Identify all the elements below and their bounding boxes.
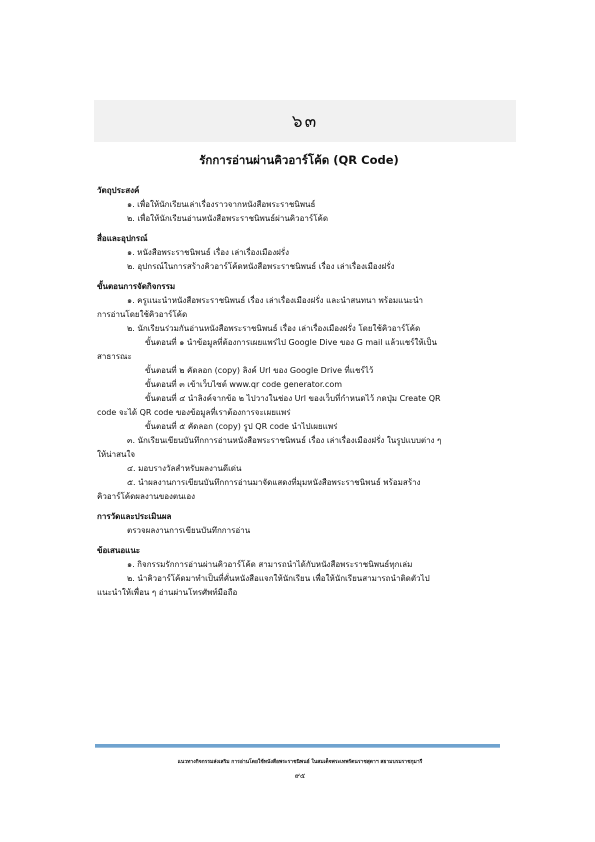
document-title: รักการอ่านผ่านคิวอาร์โค้ด (QR Code)	[199, 153, 399, 167]
suggestion-line: ๒. นำคิวอาร์โค้ดมาทำเป็นที่คั่นหนังสือแจกให้นักเรียน เพื่อให้นักเรียนสามารถนำติดตัวไป	[127, 574, 430, 583]
procedure-line: code จะได้ QR code ของข้อมูลที่เราต้องการจะเผยแพร่	[97, 408, 291, 417]
procedure-step: ขั้นตอนที่ ๒ คัดลอก (copy) ลิงค์ Url ของ Google Drive ที่แชร์ไว้	[145, 366, 374, 375]
procedure-step: ขั้นตอนที่ ๓ เข้าเว็บไซต์ www.qr code generator.com	[145, 380, 343, 389]
chapter-number-box	[94, 100, 516, 142]
procedure-line: คิวอาร์โค้ดผลงานของตนเอง	[97, 492, 196, 501]
document-body	[97, 178, 517, 600]
chapter-number: ๖๓	[291, 111, 319, 132]
objectives-heading: วัตถุประสงค์	[97, 186, 140, 195]
materials-heading: สื่อและอุปกรณ์	[97, 234, 148, 243]
procedure-step: ขั้นตอนที่ ๔ นำลิงค์จากข้อ ๒ ไปวางในช่อง Url ของเว็บที่กำหนดไว้ กดปุ่ม Create QR	[145, 394, 441, 403]
suggestion-line: ๑. กิจกรรมรักการอ่านผ่านคิวอาร์โค้ด สามารถนำได้กับหนังสือพระราชนิพนธ์ทุกเล่ม	[127, 560, 413, 569]
procedure-line: ๑. ครูแนะนำหนังสือพระราชนิพนธ์ เรื่อง เล่าเรื่องเมืองฝรั่ง และนำสนทนา พร้อมแนะนำ	[127, 296, 424, 305]
procedure-line: ให้น่าสนใจ	[97, 450, 136, 459]
procedure-step: ขั้นตอนที่ ๕ คัดลอก (copy) รูป QR code นำไปเผยแพร่	[145, 422, 338, 431]
suggestion-line: แนะนำให้เพื่อน ๆ อ่านผ่านโทรศัพท์มือถือ	[97, 588, 238, 597]
material-item: ๒. อุปกรณ์ในการสร้างคิวอาร์โค้ดหนังสือพระราชนิพนธ์ เรื่อง เล่าเรื่องเมืองฝรั่ง	[127, 262, 395, 271]
material-item: ๑. หนังสือพระราชนิพนธ์ เรื่อง เล่าเรื่องเมืองฝรั่ง	[127, 248, 289, 257]
suggestions-heading: ข้อเสนอแนะ	[97, 546, 141, 555]
evaluation-heading: การวัดและประเมินผล	[97, 512, 172, 521]
procedure-line: ๒. นักเรียนร่วมกันอ่านหนังสือพระราชนิพนธ์ เรื่อง เล่าเรื่องเมืองฝรั่ง โดยใช้คิวอาร์โค้ด	[127, 324, 421, 333]
procedure-line: ๕. นำผลงานการเขียนบันทึกการอ่านมาจัดแสดงที่มุมหนังสือพระราชนิพนธ์ พร้อมสร้าง	[127, 478, 421, 487]
procedure-line: ๔. มอบรางวัลสำหรับผลงานดีเด่น	[127, 464, 242, 473]
procedure-line: การอ่านโดยใช้คิวอาร์โค้ด	[97, 310, 188, 319]
evaluation-item: ตรวจผลงานการเขียนบันทึกการอ่าน	[127, 526, 251, 535]
footer-text: แนวทางกิจกรรมส่งเสริม การอ่านโดยใช้หนังสือพระราชนิพนธ์ ในสมเด็จพระเทพรัตนราชสุดาฯ สยามบรมราชกุมารี	[177, 759, 423, 765]
procedure-line: สาธารณะ	[97, 352, 132, 361]
procedure-heading: ขั้นตอนการจัดกิจกรรม	[97, 282, 176, 291]
objective-item: ๑. เพื่อให้นักเรียนเล่าเรื่องราวจากหนังสือพระราชนิพนธ์	[127, 200, 316, 209]
procedure-line: ๓. นักเรียนเขียนบันทึกการอ่านหนังสือพระราชนิพนธ์ เรื่อง เล่าเรื่องเมืองฝรั่ง ในรูปแบบต่าง ๆ	[127, 436, 442, 445]
footer-divider	[95, 744, 500, 748]
procedure-step: ขั้นตอนที่ ๑ นำข้อมูลที่ต้องการเผยแพร่ไป Google Dive ของ G mail แล้วแชร์ให้เป็น	[145, 338, 437, 347]
objective-item: ๒. เพื่อให้นักเรียนอ่านหนังสือพระราชนิพนธ์ผ่านคิวอาร์โค้ด	[127, 214, 329, 223]
page-number: ๙๕	[294, 772, 306, 780]
